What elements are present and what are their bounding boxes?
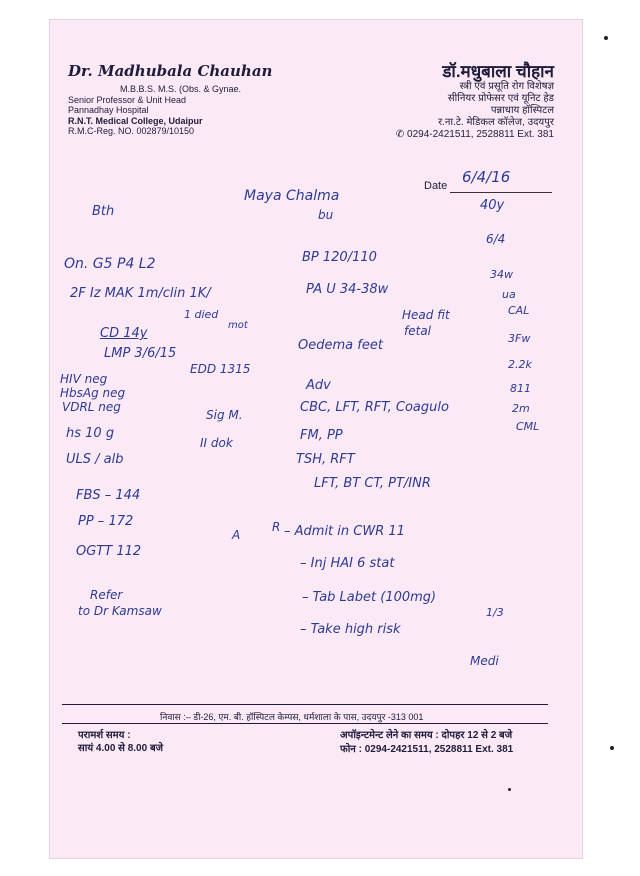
note-vdrl: VDRL neg	[62, 400, 121, 414]
note-head: Head fit	[402, 308, 450, 322]
date-line	[450, 192, 552, 193]
doctor-name: Dr. Madhubala Chauhan	[68, 62, 273, 80]
note-bu: bu	[318, 208, 334, 222]
note-mot: mot	[228, 320, 248, 331]
hospital-hindi: पन्नाधाय हॉस्पिटल	[490, 105, 554, 116]
note-hiv: HIV neg	[60, 372, 108, 386]
footer-phone: फोन : 0294-2421511, 2528811 Ext. 381	[340, 744, 514, 755]
note-medi: Medi	[470, 654, 499, 668]
note-repeat-date: 6/4	[486, 232, 506, 246]
note-hs: hs 10 g	[66, 426, 115, 441]
side-note-2m: 2m	[512, 402, 530, 415]
side-note-811: 811	[510, 382, 531, 395]
note-adv: Adv	[306, 378, 331, 393]
note-refer: Refer	[90, 588, 123, 602]
patient-name: Maya Chalma	[244, 188, 340, 204]
date-label: Date	[424, 180, 448, 192]
note-bth: Bth	[92, 204, 115, 219]
note-to-doctor: to Dr Kamsaw	[78, 604, 162, 618]
footer-address: निवास :– डी-26, एम. बी. हॉस्पिटल केम्पस, धर्मशाला के पास, उदयपुर -313 001	[160, 712, 424, 722]
note-lmp: LMP 3/6/15	[104, 346, 177, 361]
note-r: R	[272, 520, 281, 534]
note-obstetric: On. G5 P4 L2	[64, 256, 156, 272]
plan-tab2-sup: 1/3	[486, 606, 504, 619]
note-dok: II dok	[200, 436, 233, 450]
side-note-3fw: 3Fw	[508, 332, 531, 345]
consult-block	[78, 729, 163, 755]
note-fetal: fetal	[404, 324, 431, 338]
note-tests: CBC, LFT, RFT, Coagulo	[300, 400, 449, 415]
note-edd: EDD 1315	[190, 362, 251, 376]
note-history: 2F Iz MAK 1m/clin 1K/	[70, 286, 211, 301]
specialty-hindi: स्त्री एवं प्रसूति रोग विशेषज्ञ	[459, 81, 554, 92]
note-fm: FM, PP	[300, 428, 343, 443]
appointment-time: अपॉइन्टमेन्ट लेने का समय : दोपहर 12 से 2 बजे	[340, 730, 513, 741]
note-sub-history: 1 died	[184, 308, 219, 321]
footer-rule-bottom	[62, 723, 548, 724]
phone-number: ✆ 0294-2421511, 2528811 Ext. 381	[395, 129, 554, 140]
title-hindi: सीनियर प्रोफेसर एवं यूनिट हेड	[447, 93, 554, 104]
note-cd: CD 14y	[100, 326, 148, 341]
doctor-title: Senior Professor & Unit Head	[68, 94, 187, 105]
scan-speck	[610, 746, 614, 750]
hospital-name: Pannadhay Hospital	[68, 105, 149, 115]
phone-icon: ✆	[395, 129, 408, 140]
registration-number: R.M.C-Reg. NO. 002879/10150	[68, 126, 195, 136]
scan-speck	[508, 788, 511, 791]
note-fbs: FBS – 144	[76, 488, 141, 503]
side-note-22k: 2.2k	[508, 358, 532, 371]
doctor-name-hindi: डॉ.मधुबाला चौहान	[442, 62, 554, 81]
note-lab: TSH, RFT	[296, 452, 355, 467]
side-note-cal: CAL	[508, 304, 530, 317]
side-note-ua: ua	[502, 288, 516, 301]
side-note-34w: 34w	[490, 268, 513, 281]
scan-speck	[604, 36, 608, 40]
college-hindi: र.ना.टे. मेडिकल कॉलेज, उदयपुर	[438, 117, 554, 128]
consult-label: परामर्श समय :	[78, 730, 131, 741]
note-oedema: Oedema feet	[298, 338, 383, 353]
college-name: R.N.T. Medical College, Udaipur	[68, 115, 203, 126]
patient-age: 40y	[480, 198, 505, 213]
doctor-degrees: M.B.B.S. M.S. (Obs. & Gynae.	[120, 84, 242, 94]
note-pp: PP – 172	[78, 514, 134, 529]
note-signature: Sig M.	[206, 408, 243, 422]
plan-insulin: – Inj HAI 6 stat	[300, 556, 395, 571]
side-note-cml: CML	[516, 420, 540, 433]
note-a: A	[232, 528, 241, 542]
note-bp: BP 120/110	[302, 250, 377, 265]
plan-tab1: – Tab Labet (100mg)	[302, 590, 437, 605]
note-ogtt: OGTT 112	[76, 544, 142, 559]
plan-tab2: – Take high risk	[300, 622, 401, 637]
appointment-block	[340, 729, 513, 757]
note-pa: PA U 34-38w	[306, 282, 389, 297]
note-urine: ULS / alb	[66, 452, 124, 467]
handwritten-date: 6/4/16	[462, 168, 511, 186]
footer-rule-top	[62, 704, 548, 705]
plan-admit: – Admit in CWR 11	[284, 524, 405, 539]
note-lft: LFT, BT CT, PT/INR	[314, 476, 431, 491]
letterhead-hindi	[395, 62, 554, 141]
note-hbsag: HbsAg neg	[60, 386, 126, 400]
letterhead-english	[68, 62, 272, 137]
consult-time: सायं 4.00 से 8.00 बजे	[78, 743, 164, 754]
